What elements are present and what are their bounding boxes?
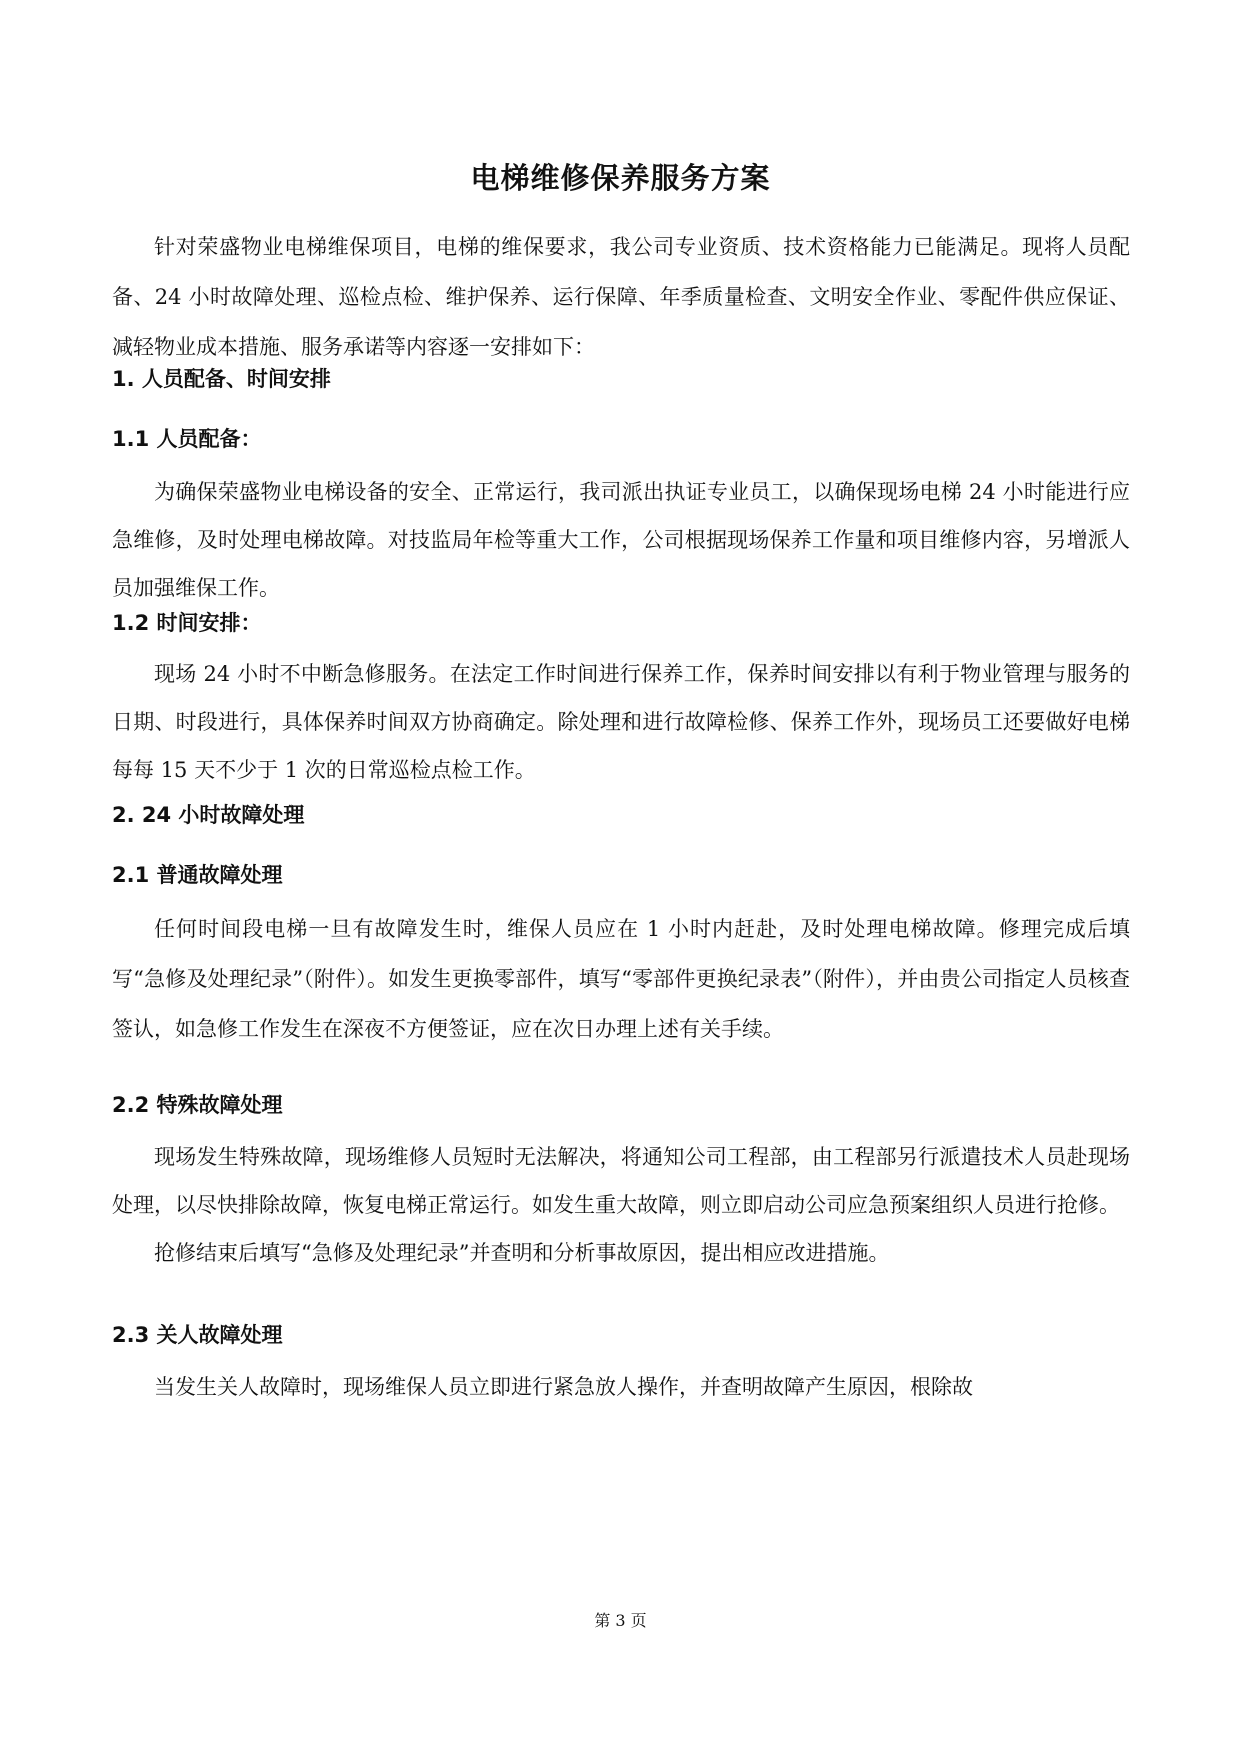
intro-paragraph-block: [112, 222, 1130, 372]
section-2-2-heading-block: [112, 1090, 1130, 1120]
section-2-3-paragraph: 当发生关人故障时，现场维保人员立即进行紧急放人操作，并查明故障产生原因，根除故: [154, 1375, 973, 1399]
section-2-3-paragraph-block: [112, 1362, 1130, 1412]
page-number: 第 3 页: [594, 1611, 647, 1630]
section-1-1-heading-block: [112, 424, 1130, 454]
section-2-1-heading-block: [112, 860, 1130, 890]
document-title: 电梯维修保养服务方案: [470, 161, 771, 195]
section-2-2-paragraph-block: [112, 1133, 1130, 1277]
section-2-2-heading: 2.2 特殊故障处理: [112, 1093, 283, 1117]
section-1-2-heading: 1.2 时间安排：: [112, 611, 262, 635]
section-2-1-paragraph: 任何时间段电梯一旦有故障发生时，维保人员应在 1 小时内赶赴，及时处理电梯故障。修理完成后填写“急修及处理纪录”（附件）。如发生更换零部件，填写“零部件更换纪录表”（附件），并由贵公司指定人员核查签认，如急修工作发生在深夜不方便签证，应在次日办理上述有关手续。: [112, 917, 1130, 1041]
section-1-2-paragraph: 现场 24 小时不中断急修服务。在法定工作时间进行保养工作，保养时间安排以有利于物业管理与服务的日期、时段进行，具体保养时间双方协商确定。除处理和进行故障检修、保养工作外，现场员工还要做好电梯每每 15 天不少于 1 次的日常巡检点检工作。: [112, 662, 1130, 782]
section-2-3-heading: 2.3 关人故障处理: [112, 1323, 283, 1347]
section-2-heading: 2. 24 小时故障处理: [112, 803, 305, 827]
section-1-heading-block: [112, 364, 1130, 394]
section-2-2-paragraph-2: 抢修结束后填写“急修及处理纪录”并查明和分析事故原因，提出相应改进措施。: [154, 1241, 890, 1265]
section-1-2-heading-block: [112, 608, 1130, 638]
section-2-3-heading-block: [112, 1320, 1130, 1350]
intro-paragraph: 针对荣盛物业电梯维保项目，电梯的维保要求，我公司专业资质、技术资格能力已能满足。现将人员配备、24 小时故障处理、巡检点检、维护保养、运行保障、年季质量检查、文明安全作业、零配件供应保证、减轻物业成本措施、服务承诺等内容逐一安排如下：: [112, 235, 1130, 359]
section-1-1-paragraph: 为确保荣盛物业电梯设备的安全、正常运行，我司派出执证专业员工，以确保现场电梯 24 小时能进行应急维修，及时处理电梯故障。对技监局年检等重大工作，公司根据现场保养工作量和项目维修内容，另增派人员加强维保工作。: [112, 480, 1130, 600]
section-2-1-heading: 2.1 普通故障处理: [112, 863, 283, 887]
section-2-heading-block: [112, 800, 1130, 830]
section-1-heading: 1. 人员配备、时间安排: [112, 367, 331, 391]
section-2-2-paragraph-1: 现场发生特殊故障，现场维修人员短时无法解决，将通知公司工程部，由工程部另行派遣技术人员赴现场处理，以尽快排除故障，恢复电梯正常运行。如发生重大故障，则立即启动公司应急预案组织人员进行抢修。: [112, 1145, 1130, 1217]
section-1-1-heading: 1.1 人员配备：: [112, 427, 262, 451]
section-1-2-paragraph-block: [112, 650, 1130, 794]
section-2-1-paragraph-block: [112, 904, 1130, 1054]
section-1-1-paragraph-block: [112, 468, 1130, 612]
